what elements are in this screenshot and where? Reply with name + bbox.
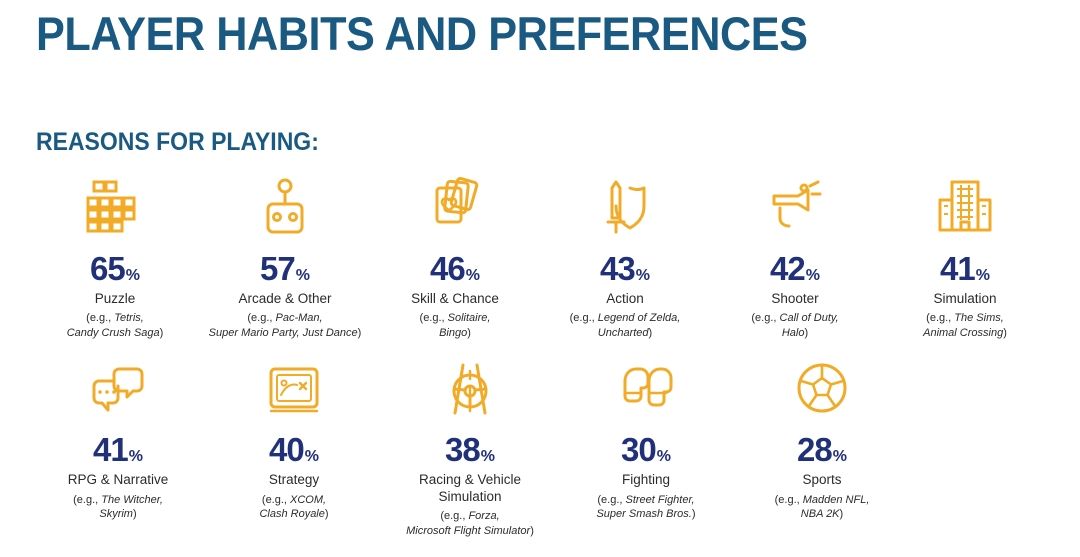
stat-value: [260, 252, 310, 285]
percent-symbol: %: [304, 448, 319, 466]
puzzle-blocks-icon: [80, 168, 150, 244]
stat-label: Simulation: [933, 291, 997, 306]
example-title-2: Microsoft Flight Simulator: [406, 524, 531, 537]
stat-value: [430, 252, 480, 285]
example-suffix: ): [159, 327, 164, 340]
stat-value: [600, 252, 650, 285]
example-title-2: Candy Crush Saga: [66, 327, 160, 340]
example-title-2: Bingo: [439, 327, 468, 340]
example-title-2: Skyrim: [99, 508, 133, 521]
stat-item-skill-chance: [370, 168, 540, 341]
stat-item-fighting: [558, 349, 734, 522]
stat-label: Shooter: [771, 291, 819, 306]
percent-symbol: %: [656, 448, 671, 466]
strategy-map-icon: [259, 349, 329, 425]
example-title-1: The Witcher,: [101, 493, 163, 506]
stat-example: [596, 493, 695, 523]
percent-symbol: %: [975, 267, 990, 284]
stat-label: Strategy: [268, 472, 320, 488]
stat-example: [259, 493, 328, 523]
stat-label: Arcade & Other: [238, 291, 332, 306]
example-prefix: (e.g.,: [419, 312, 448, 325]
example-title-1: Legend of Zelda,: [597, 312, 681, 325]
stat-example: [420, 311, 491, 341]
example-title-2: Clash Royale: [259, 508, 325, 521]
stat-value: [269, 431, 319, 469]
stat-value: [90, 252, 140, 285]
example-suffix: ): [804, 327, 809, 340]
stat-number: 57: [260, 250, 295, 287]
stat-number: 41: [93, 431, 128, 469]
stat-label: RPG & Narrative: [67, 472, 169, 488]
grid-row-1: [30, 168, 1050, 341]
percent-symbol: %: [480, 448, 495, 466]
example-suffix: ): [324, 508, 329, 521]
example-suffix: ): [357, 327, 362, 340]
stat-item-puzzle: [30, 168, 200, 341]
example-title-1: Pac-Man,: [275, 312, 323, 325]
stat-label: Racing & Vehicle Simulation: [418, 472, 522, 504]
percent-symbol: %: [128, 448, 143, 466]
grid-row-2: [30, 349, 1050, 539]
section-title: REASONS FOR PLAYING:: [36, 128, 319, 156]
example-title-1: Solitaire,: [447, 312, 491, 325]
page-title: PLAYER HABITS AND PREFERENCES: [36, 7, 808, 60]
stat-item-action: [540, 168, 710, 341]
reasons-grid: [30, 168, 1050, 539]
stat-label: Skill & Chance: [411, 291, 499, 306]
sword-shield-icon: [590, 168, 660, 244]
stat-example: [67, 311, 164, 341]
stat-item-racing-vehicle-simulation: [382, 349, 558, 539]
example-title-1: Street Fighter,: [625, 493, 695, 506]
stat-value: [770, 252, 820, 285]
example-suffix: ): [132, 508, 137, 521]
example-prefix: (e.g.,: [751, 312, 780, 325]
example-title-2: Super Mario Party, Just Dance: [208, 327, 358, 340]
joystick-icon: [250, 168, 320, 244]
example-suffix: ): [467, 327, 471, 340]
percent-symbol: %: [635, 267, 650, 284]
example-title-1: Tetris,: [114, 312, 144, 325]
stat-value: [621, 431, 671, 469]
example-title-2: Super Smash Bros.: [596, 508, 692, 521]
example-title-2: Halo: [781, 327, 805, 340]
stat-item-simulation: [880, 168, 1050, 341]
example-prefix: (e.g.,: [261, 493, 291, 506]
boxing-gloves-icon: [611, 349, 681, 425]
example-prefix: (e.g.,: [597, 493, 626, 506]
speech-bubbles-icon: [83, 349, 153, 425]
stat-item-sports: [734, 349, 910, 522]
ray-gun-icon: [760, 168, 830, 244]
stat-value: [940, 252, 990, 285]
steering-wheel-road-icon: [433, 349, 507, 425]
example-prefix: (e.g.,: [73, 493, 102, 506]
example-prefix: (e.g.,: [86, 312, 115, 325]
example-prefix: (e.g.,: [440, 510, 469, 523]
stat-label: Fighting: [621, 472, 671, 488]
example-suffix: ): [839, 508, 844, 521]
example-suffix: ): [530, 524, 534, 537]
stat-example: [923, 311, 1007, 341]
example-title-1: The Sims,: [954, 312, 1004, 325]
stat-item-strategy: [206, 349, 382, 522]
stat-label: Sports: [802, 472, 842, 488]
stat-item-shooter: [710, 168, 880, 341]
example-suffix: ): [1003, 327, 1007, 340]
example-suffix: ): [691, 508, 696, 521]
stat-example: [209, 311, 362, 341]
soccer-ball-icon: [787, 349, 857, 425]
example-prefix: (e.g.,: [926, 312, 955, 325]
stat-label: Action: [606, 291, 644, 306]
stat-number: 38: [445, 431, 480, 469]
percent-symbol: %: [465, 267, 480, 284]
stat-example: [406, 509, 534, 539]
example-suffix: ): [648, 327, 653, 340]
example-title-2: Animal Crossing: [923, 327, 1004, 340]
stat-example: [73, 493, 163, 523]
stat-item-rpg-narrative: [30, 349, 206, 522]
example-title-1: Madden NFL,: [802, 493, 870, 506]
stat-number: 65: [90, 250, 125, 287]
stat-item-arcade-other: [200, 168, 370, 341]
stat-number: 30: [621, 431, 656, 469]
stat-value: [93, 431, 143, 469]
example-title-1: Forza,: [468, 510, 500, 523]
example-prefix: (e.g.,: [247, 312, 276, 325]
stat-number: 41: [940, 250, 975, 287]
stat-number: 28: [797, 431, 832, 469]
percent-symbol: %: [805, 267, 820, 284]
stat-number: 42: [770, 250, 805, 287]
percent-symbol: %: [832, 448, 847, 466]
example-title-1: XCOM,: [290, 493, 327, 506]
playing-cards-icon: [420, 168, 490, 244]
example-title-2: NBA 2K: [800, 508, 840, 521]
stat-value: [797, 431, 847, 469]
example-title-1: Call of Duty,: [779, 312, 839, 325]
percent-symbol: %: [295, 267, 310, 284]
stat-value: [445, 431, 495, 469]
stat-number: 43: [600, 250, 635, 287]
percent-symbol: %: [125, 267, 140, 284]
stat-example: [775, 493, 870, 523]
stat-number: 40: [269, 431, 304, 469]
city-buildings-icon: [930, 168, 1000, 244]
example-prefix: (e.g.,: [569, 312, 598, 325]
stat-example: [751, 311, 838, 341]
stat-number: 46: [430, 250, 465, 287]
stat-example: [570, 311, 681, 341]
example-prefix: (e.g.,: [774, 493, 803, 506]
example-title-2: Uncharted: [597, 327, 649, 340]
stat-label: Puzzle: [94, 291, 136, 306]
